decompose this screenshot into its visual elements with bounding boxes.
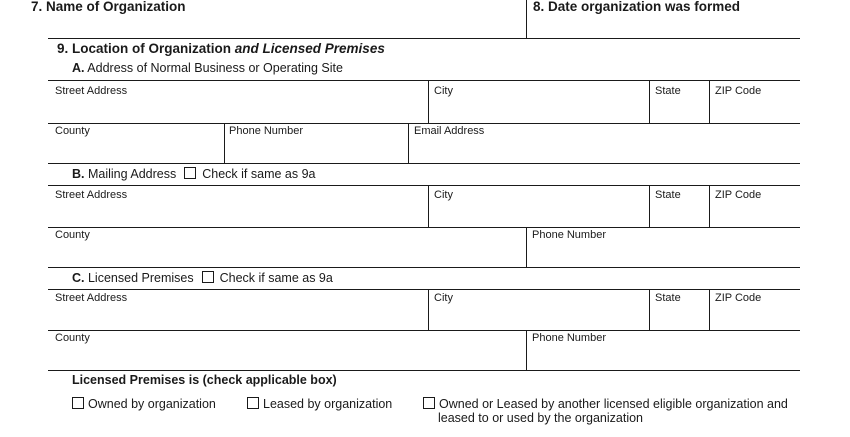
section-8-label: 8. Date organization was formed (533, 0, 741, 14)
b-county-label: County (55, 229, 90, 241)
divider (709, 80, 710, 123)
leased-label: Leased by organization (263, 397, 393, 411)
rule (48, 267, 800, 268)
rule (48, 330, 800, 331)
rule (48, 289, 800, 290)
b-phone-input[interactable] (528, 242, 799, 266)
subsection-c (72, 271, 333, 285)
c-city-label: City (434, 292, 453, 304)
divider (526, 227, 527, 267)
c-county-label: County (55, 332, 90, 344)
subsection-a (72, 61, 343, 75)
c-county-input[interactable] (50, 345, 524, 369)
section-7-label: 7. Name of Organization (31, 0, 186, 14)
a-zip-label: ZIP Code (715, 85, 762, 97)
rule (48, 227, 800, 228)
other-org-checkbox[interactable] (423, 397, 435, 409)
b-city-label: City (434, 189, 453, 201)
section-9-title-rest: and Licensed Premises (234, 41, 385, 56)
divider (649, 185, 650, 227)
c-same-checkbox[interactable] (202, 271, 214, 283)
a-state-input[interactable] (651, 98, 707, 122)
b-city-input[interactable] (430, 202, 647, 226)
b-state-label: State (655, 189, 681, 201)
subsection-b-text: Mailing Address (87, 167, 177, 181)
rule (48, 163, 800, 164)
subsection-b-letter: B. (72, 167, 85, 181)
divider (649, 289, 650, 330)
section-9-number: 9. Location of Organization (57, 41, 235, 56)
a-street-label: Street Address (55, 85, 128, 97)
other-org-label-line2: leased to or used by the organization (438, 411, 643, 425)
a-phone-label: Phone Number (229, 125, 303, 137)
divider (224, 123, 225, 163)
a-email-label: Email Address (414, 125, 485, 137)
b-state-input[interactable] (651, 202, 707, 226)
divider (526, 0, 527, 38)
section-9-title (57, 41, 385, 56)
c-street-input[interactable] (50, 305, 426, 329)
subsection-a-text: Address of Normal Business or Operating Site (87, 61, 343, 75)
owned-label: Owned by organization (88, 397, 216, 411)
b-phone-label: Phone Number (532, 229, 606, 241)
a-county-label: County (55, 125, 90, 137)
owned-checkbox[interactable] (72, 397, 84, 409)
subsection-a-letter: A. (72, 61, 85, 75)
b-zip-label: ZIP Code (715, 189, 762, 201)
divider (649, 80, 650, 123)
divider (428, 289, 429, 330)
leased-checkbox[interactable] (247, 397, 259, 409)
c-phone-input[interactable] (528, 345, 799, 369)
divider (428, 80, 429, 123)
c-same-label: Check if same as 9a (219, 271, 333, 285)
b-same-checkbox[interactable] (184, 167, 196, 179)
c-phone-label: Phone Number (532, 332, 606, 344)
b-street-label: Street Address (55, 189, 128, 201)
b-same-label: Check if same as 9a (202, 167, 316, 181)
b-street-input[interactable] (50, 202, 426, 226)
c-street-label: Street Address (55, 292, 128, 304)
other-org-label-line1: Owned or Leased by another licensed eligible organization and (439, 397, 788, 411)
divider (526, 330, 527, 370)
rule (48, 185, 800, 186)
org-name-field[interactable] (48, 14, 524, 36)
divider (408, 123, 409, 163)
subsection-c-letter: C. (72, 271, 85, 285)
c-city-input[interactable] (430, 305, 647, 329)
premises-option-owned[interactable] (72, 397, 216, 411)
date-formed-field[interactable] (528, 14, 798, 36)
a-state-label: State (655, 85, 681, 97)
rule (48, 123, 800, 124)
divider (709, 185, 710, 227)
c-state-label: State (655, 292, 681, 304)
b-county-input[interactable] (50, 242, 524, 266)
premises-option-leased[interactable] (247, 397, 392, 411)
a-county-input[interactable] (50, 138, 222, 162)
premises-option-other[interactable] (423, 397, 788, 411)
rule (48, 80, 800, 81)
divider (709, 289, 710, 330)
a-street-input[interactable] (50, 98, 426, 122)
rule (48, 38, 800, 39)
subsection-b (72, 167, 315, 181)
a-city-label: City (434, 85, 453, 97)
a-phone-input[interactable] (226, 138, 406, 162)
a-city-input[interactable] (430, 98, 647, 122)
divider (428, 185, 429, 227)
rule (48, 370, 800, 371)
a-email-input[interactable] (410, 138, 799, 162)
subsection-c-text: Licensed Premises (87, 271, 194, 285)
b-zip-input[interactable] (711, 202, 799, 226)
c-zip-input[interactable] (711, 305, 799, 329)
a-zip-input[interactable] (711, 98, 799, 122)
c-state-input[interactable] (651, 305, 707, 329)
c-zip-label: ZIP Code (715, 292, 762, 304)
premises-title: Licensed Premises is (check applicable box) (72, 373, 337, 387)
